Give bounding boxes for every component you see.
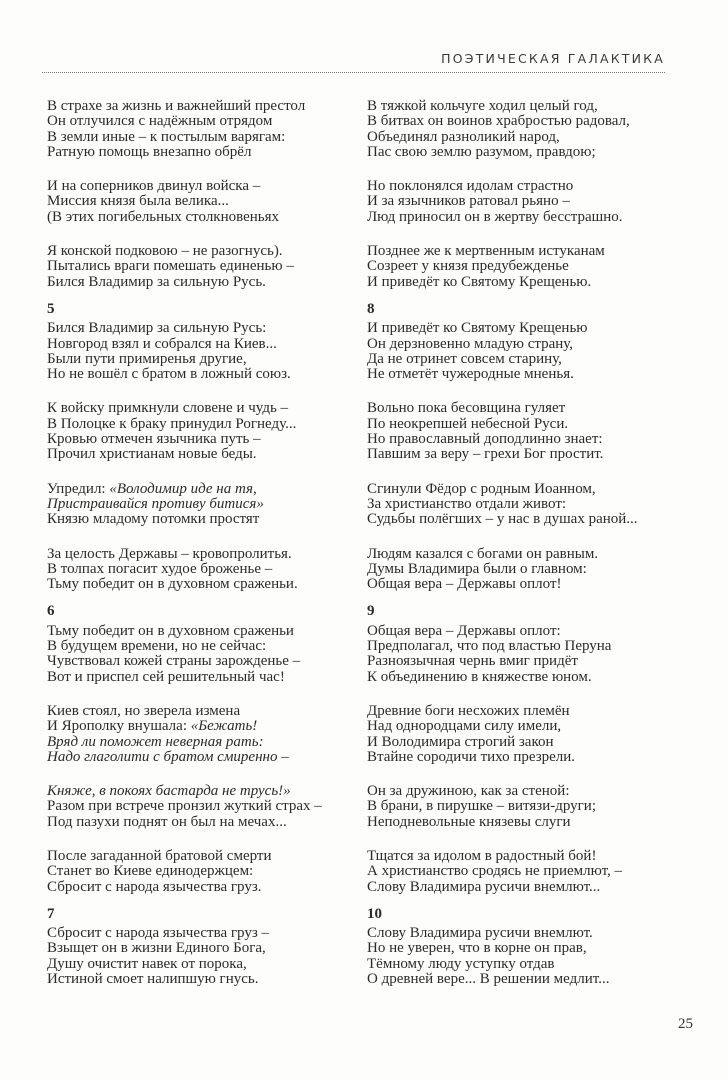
stanza <box>367 179 677 225</box>
verse-line: По неокрепшей небесной Руси. <box>367 415 569 432</box>
verse-line: В тяжкой кольчуге ходил целый год, <box>367 98 598 114</box>
section-number: 7 <box>47 905 55 922</box>
verse-line <box>47 735 357 750</box>
stanza <box>47 321 357 382</box>
poem-section <box>47 604 357 894</box>
page-number: 25 <box>678 1016 693 1032</box>
poem-section <box>367 604 677 894</box>
poem-section <box>367 99 677 290</box>
verse-line: Вот и приспел сей решительный час! <box>47 668 285 685</box>
verse-line: В будущем времени, но не сейчас: <box>47 638 267 655</box>
verse-line: Вольно пока бесовщина гуляет <box>367 400 566 417</box>
verse-line: После загаданной братовой смерти <box>47 847 272 864</box>
verse-line: К войску примкнули словене и чудь – <box>47 400 289 417</box>
stanza <box>47 482 357 528</box>
verse-quote-italic: «Бежать! <box>190 718 258 735</box>
verse-line: О древней вере... В решении медлит... <box>367 971 610 988</box>
verse-line: Тёмному люду уступку отдав <box>367 955 555 972</box>
verse-line: Но православный доподлинно знает: <box>367 431 603 448</box>
verse-line: Взыщет он в жизни Единого Бога, <box>47 940 266 957</box>
verse-line: Созреет у князя предубежденье <box>367 258 569 275</box>
verse-line: Позднее же к мертвенным истуканам <box>367 243 605 260</box>
verse-line <box>47 482 357 497</box>
verse-line: Кровью отмечен язычника путь – <box>47 431 261 448</box>
stanza <box>47 99 357 160</box>
poem-column-left <box>47 99 357 987</box>
verse-line: Душу очистит навек от порока, <box>47 955 247 972</box>
stanza <box>47 784 357 830</box>
verse-line: В земли иные – к постылым варягам: <box>47 128 286 145</box>
verse-line: Павшим за веру – грехи Бог простит. <box>367 446 604 463</box>
section-number: 9 <box>367 603 375 620</box>
verse-text: Упредил: <box>47 480 110 497</box>
stanza <box>367 624 677 685</box>
verse-line <box>47 784 357 799</box>
verse-line: Сбросит с народа язычества груз – <box>47 925 269 942</box>
verse-line: Над однородцами силу имели, <box>367 718 562 735</box>
stanza <box>367 926 677 987</box>
stanza <box>47 849 357 895</box>
verse-line: Общая вера – Державы оплот: <box>367 622 561 639</box>
verse-line: Люд приносил он в жертву бесстрашно. <box>367 208 623 225</box>
stanza <box>47 401 357 462</box>
verse-line: Миссия князя была велика... <box>47 193 229 210</box>
verse-line: Неподневольные князевы слуги <box>367 813 571 830</box>
verse-line: Людям казался с богами он равным. <box>367 545 599 562</box>
verse-quote-italic: Надо глаголити с братом смиренно – <box>47 748 289 765</box>
stanza <box>47 704 357 765</box>
section-number: 8 <box>367 300 375 317</box>
verse-line: Тьму победит он в духовном сраженьи <box>47 622 294 639</box>
stanza <box>367 401 677 462</box>
verse-line: Новгород взял и собрался на Киев... <box>47 335 277 352</box>
verse-line: Думы Владимира были о главном: <box>367 560 587 577</box>
verse-line: И Володимира строгий закон <box>367 733 554 750</box>
verse-line: Втайне сородичи тихо презрели. <box>367 748 576 765</box>
verse-line: Разом при встрече пронзил жуткий страх – <box>47 798 322 815</box>
stanza <box>367 482 677 528</box>
stanza <box>367 784 677 830</box>
stanza <box>47 244 357 290</box>
verse-line: В толпах погасит худое броженье – <box>47 560 273 577</box>
verse-quote-italic: «Володимир иде на тя, <box>109 480 257 497</box>
stanza <box>367 99 677 160</box>
stanza <box>367 704 677 765</box>
poem-section <box>47 99 357 290</box>
verse-line: Прочил христианам новые беды. <box>47 446 257 463</box>
poem-section <box>367 907 677 987</box>
poem-section <box>47 302 357 592</box>
verse-line: И приведёт ко Святому Крещенью <box>367 320 588 337</box>
poem-column-right <box>367 99 677 987</box>
verse-line: За целость Державы – кровопролитья. <box>47 545 292 562</box>
stanza <box>367 244 677 290</box>
verse-line: Предполагал, что под властью Перуна <box>367 638 612 655</box>
verse-line: Истиной смоет налипшую гнусь. <box>47 971 259 988</box>
verse-line: Он дерзновенно младую страну, <box>367 335 574 352</box>
verse-line: Он отлучился с надёжным отрядом <box>47 113 273 130</box>
verse-line <box>47 750 357 765</box>
section-number: 5 <box>47 300 55 317</box>
verse-line: Судьбы полёгших – у нас в душах раной... <box>367 511 638 528</box>
verse-line: В брани, в пирушке – витязи-други; <box>367 798 597 815</box>
verse-line: Он за дружиною, как за стеной: <box>367 783 570 800</box>
running-title: ПОЭТИЧЕСКАЯ ГАЛАКТИКА <box>441 51 665 66</box>
verse-line: Бился Владимир за сильную Русь. <box>47 273 266 290</box>
verse-line: К объединению в княжестве юном. <box>367 668 592 685</box>
verse-line: А христианство сродясь не приемлют, – <box>367 863 623 880</box>
verse-line: Были пути примиренья другие, <box>47 350 247 367</box>
verse-line: И за язычников ратовал рьяно – <box>367 193 570 210</box>
verse-line: Князю младому потомки простят <box>47 511 260 528</box>
stanza <box>47 179 357 225</box>
verse-line: Разноязычная чернь вмиг придёт <box>367 653 578 670</box>
verse-line: Ратную помощь внезапно обрёл <box>47 143 252 160</box>
verse-line: Я конской подковою – не разогнусь). <box>47 243 283 260</box>
stanza <box>367 547 677 593</box>
stanza <box>367 849 677 895</box>
verse-quote-italic: Вряд ли поможет неверная рать: <box>47 733 264 750</box>
verse-line: Тьму победит он в духовном сраженьи. <box>47 576 298 593</box>
verse-line: Сгинули Фёдор с родным Иоанном, <box>367 480 596 497</box>
section-number: 10 <box>367 905 382 922</box>
verse-line: Бился Владимир за сильную Русь: <box>47 320 267 337</box>
verse-line: Тщатся за идолом в радостный бой! <box>367 847 597 864</box>
stanza <box>47 624 357 685</box>
verse-quote-italic: Пристраивайся противу битися» <box>47 495 264 512</box>
verse-line: Но поклонялся идолам страстно <box>367 178 574 195</box>
verse-line: Станет во Киеве единодержцем: <box>47 863 254 880</box>
verse-line <box>47 719 357 734</box>
verse-line: Пытались враги помешать единенью – <box>47 258 294 275</box>
stanza <box>367 321 677 382</box>
stanza <box>47 547 357 593</box>
verse-line: За христианство отдали живот: <box>367 495 567 512</box>
verse-line: Чувствовал кожей страны зарожденье – <box>47 653 301 670</box>
verse-line: (В этих погибельных столкновеньях <box>47 208 280 225</box>
verse-line: Киев стоял, но зверела измена <box>47 702 241 719</box>
verse-text: И Ярополку внушала: <box>47 718 191 735</box>
verse-line: Под пазухи поднят он был на мечах... <box>47 813 287 830</box>
verse-line: Но не уверен, что в корне он прав, <box>367 940 587 957</box>
verse-line: Общая вера – Державы оплот! <box>367 576 562 593</box>
verse-line: Слову Владимира русичи внемлют. <box>367 925 593 942</box>
verse-line: Сбросит с народа язычества груз. <box>47 878 262 895</box>
verse-line: Слову Владимира русичи внемлют... <box>367 878 601 895</box>
section-number: 6 <box>47 603 55 620</box>
verse-line: В Полоцке к браку принудил Рогнеду... <box>47 415 297 432</box>
verse-line: И приведёт ко Святому Крещенью. <box>367 273 592 290</box>
verse-line: И на соперников двинул войска – <box>47 178 261 195</box>
verse-line <box>47 497 357 512</box>
verse-quote-italic: Княже, в покоях бастарда не трусь!» <box>47 783 291 800</box>
verse-line: Но не вошёл с братом в ложный союз. <box>47 366 291 383</box>
verse-line: В битвах он воинов храбростью радовал, <box>367 113 630 130</box>
verse-line: Да не отринет совсем старину, <box>367 350 562 367</box>
poem-section <box>47 907 357 987</box>
dotted-divider <box>42 72 665 73</box>
verse-line: Не отметёт чужеродные мненья. <box>367 366 574 383</box>
verse-line: В страхе за жизнь и важнейший престол <box>47 98 306 114</box>
verse-line: Древние боги несхожих племён <box>367 702 570 719</box>
verse-line: Пас свою землю разумом, правдою; <box>367 143 596 160</box>
verse-line: Объединял разноликий народ, <box>367 128 560 145</box>
stanza <box>47 926 357 987</box>
poem-section <box>367 302 677 592</box>
